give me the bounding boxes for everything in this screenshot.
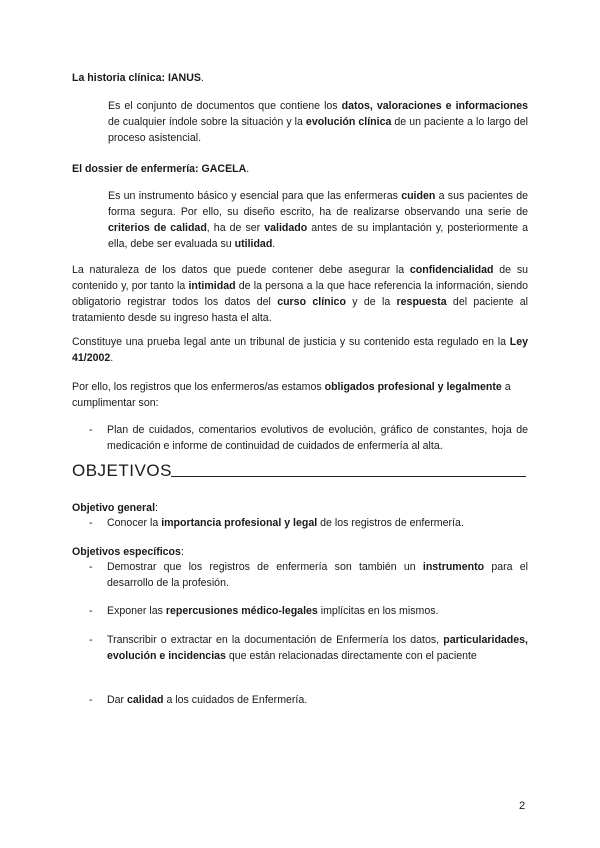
bullet-dash: - <box>89 517 93 529</box>
bullet-dash: - <box>89 424 93 436</box>
historia-paragraph: Es el conjunto de documentos que contiene los datos, valoraciones e informaciones de cualquier índole sobre la situación y la evolución clínica de un paciente a lo largo del proceso asistencial. <box>108 100 528 144</box>
prueba-paragraph: Constituye una prueba legal ante un tribunal de justicia y su contenido esta regulado en la Ley 41/2002. <box>72 336 528 364</box>
bullet-dash: - <box>89 605 93 617</box>
especifico-item-2: - Exponer las repercusiones médico-legales implícitas en los mismos. <box>89 605 439 617</box>
bullet-dash: - <box>89 634 93 646</box>
dossier-heading: El dossier de enfermería: GACELA. <box>72 163 250 175</box>
objetivo-general-heading: Objetivo general: <box>72 502 158 514</box>
registros-bullet-text: Plan de cuidados, comentarios evolutivos de evolución, gráfico de constantes, hoja de medicación e informe de continuidad de cuidados de enfermería al alta. <box>107 424 528 452</box>
naturaleza-paragraph: La naturaleza de los datos que puede contener debe asegurar la confidencialidad de su contenido y, por tanto la intimidad de la persona a la que hace referencia la información, siendo obligatorio registrar todos los datos del curso clínico y de la respuesta del paciente al tratamiento desde su ingreso hasta el alta. <box>72 264 529 324</box>
objetivos-especificos-heading: Objetivos específicos: <box>72 546 184 558</box>
objetivos-rule <box>171 476 526 477</box>
dossier-paragraph: Es un instrumento básico y esencial para que las enfermeras cuiden a sus pacientes de forma segura. Por ello, su diseño escrito, ha de realizarse observando una serie de criterios de calidad, ha de ser validado antes de su implantación y, posteriormente a ella, debe ser evaluada su utilidad. <box>108 190 528 250</box>
registros-paragraph: Por ello, los registros que los enfermeros/as estamos obligados profesional y legalmente a cumplimentar son: <box>72 381 511 409</box>
page-number: 2 <box>519 800 526 812</box>
objetivos-title: OBJETIVOS <box>72 461 172 480</box>
especifico-item-1: - Demostrar que los registros de enfermería son también un instrumento para el desarrollo de la profesión. <box>89 561 528 589</box>
registros-bullet <box>72 422 532 454</box>
objetivo-general-item: - Conocer la importancia profesional y legal de los registros de enfermería. <box>89 517 464 529</box>
bullet-dash: - <box>89 694 93 706</box>
historia-heading: La historia clínica: IANUS. <box>72 72 204 84</box>
bullet-dash: - <box>89 561 93 573</box>
especifico-item-4: - Dar calidad a los cuidados de Enfermería. <box>89 694 308 706</box>
especifico-item-3: - Transcribir o extractar en la documentación de Enfermería los datos, particularidades, evolución e incidencias que están relacionadas directamente con el paciente <box>89 634 528 662</box>
